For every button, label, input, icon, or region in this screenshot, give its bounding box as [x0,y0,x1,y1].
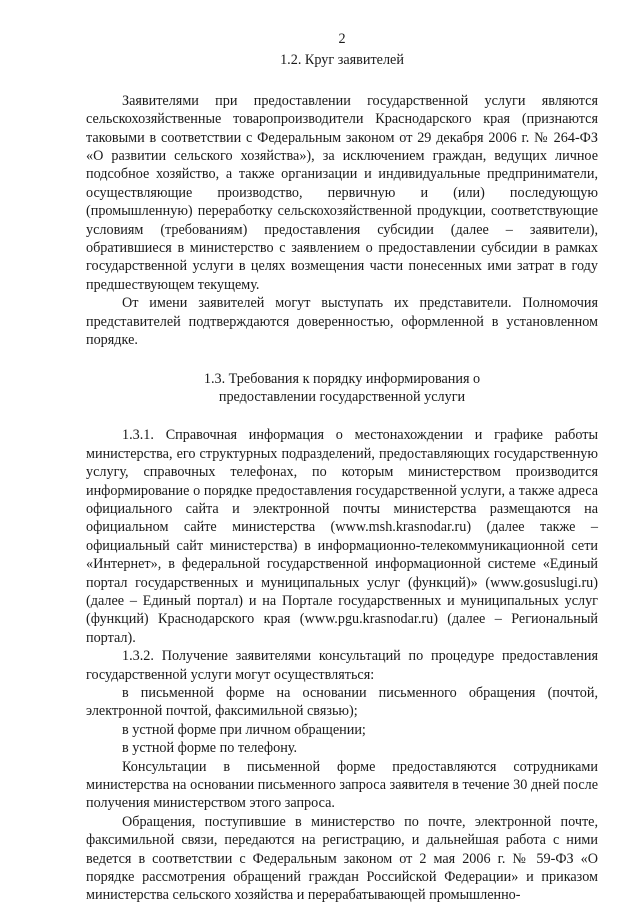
section-1-3-paragraph-1: 1.3.1. Справочная информация о местонахождении и графике работы министерства, его структурных подразделений, предоставляющих государственную услугу, справочных телефонах, по которым министерством производится информирование о порядке предоставления государственной услуги, а также адреса официального сайта и электронной почты министерства размещаются на официальном сайте министерства (www.msh.krasnodar.ru) (далее также – официальный сайт министерства) в информационно-телекоммуникационной сети «Интернет», в федеральной государственной информационной системе «Единый портал государственных и муниципальных услуг (функций)» (www.gosuslugi.ru) (далее – Единый портал) и на Портале государственных и муниципальных услуг (функций) Краснодарского края (www.pgu.krasnodar.ru) (далее – Региональный портал). [86,427,598,646]
list-item-personal-visit: в устной форме при личном обращении; [122,721,366,738]
section-1-2-paragraph-1: Заявителями при предоставлении государственной услуги являются сельскохозяйственные товаропроизводители Краснодарского края (признаются таковыми в соответствии с Федеральным законом от 29 декабря 2006 г. № 264-ФЗ «О развитии сельского хозяйства»), за исключением граждан, ведущих личное подсобное хозяйство, а также организации и индивидуальные предприниматели, осуществляющие производство, первичную и (или) последующую (промышленную) переработку сельскохозяйственной продукции, соответствующие условиям (требованиям) предоставления субсидии (далее – заявители), обратившиеся в министерство с заявлением о предоставлении субсидии в рамках государственной услуги в целях возмещения части понесенных ими затрат в году предшествующем текущему. [86,92,598,293]
section-1-3-paragraph-4: Обращения, поступившие в министерство по почте, электронной почте, факсимильной связи, передаются на регистрацию, и дальнейшая работа с ними ведется в соответствии с Федеральным законом от 2 мая 2006 г. № 59-ФЗ «О порядке рассмотрения обращений граждан Российской Федерации» и приказом министерства сельского хозяйства и перерабатывающей промышленно- [86,813,598,904]
section-1-2-title: 1.2. Круг заявителей [280,52,404,69]
section-1-3-title-line-2: предоставлении государственной услуги [218,388,466,405]
section-1-3-paragraph-2: 1.3.2. Получение заявителями консультаций по процедуре предоставления государственной услуги могут осуществляться: [86,648,598,683]
list-item-phone: в устной форме по телефону. [122,740,298,757]
section-1-3-paragraph-3: Консультации в письменной форме предоставляются сотрудниками министерства на основании письменного запроса заявителя в течение 30 дней после получения министерством этого запроса. [86,758,598,812]
section-1-2-paragraph-2: От имени заявителей могут выступать их представители. Полномочия представителей подтверждаются доверенностью, оформленной в установленном порядке. [86,295,598,349]
list-item-written-form: в письменной форме на основании письменного обращения (почтой, электронной почтой, факсимильной связью); [86,685,598,720]
section-1-3-title-line-1: 1.3. Требования к порядку информирования о [203,370,481,387]
page-number: 2 [338,31,346,47]
section-1-3-title [86,370,598,407]
